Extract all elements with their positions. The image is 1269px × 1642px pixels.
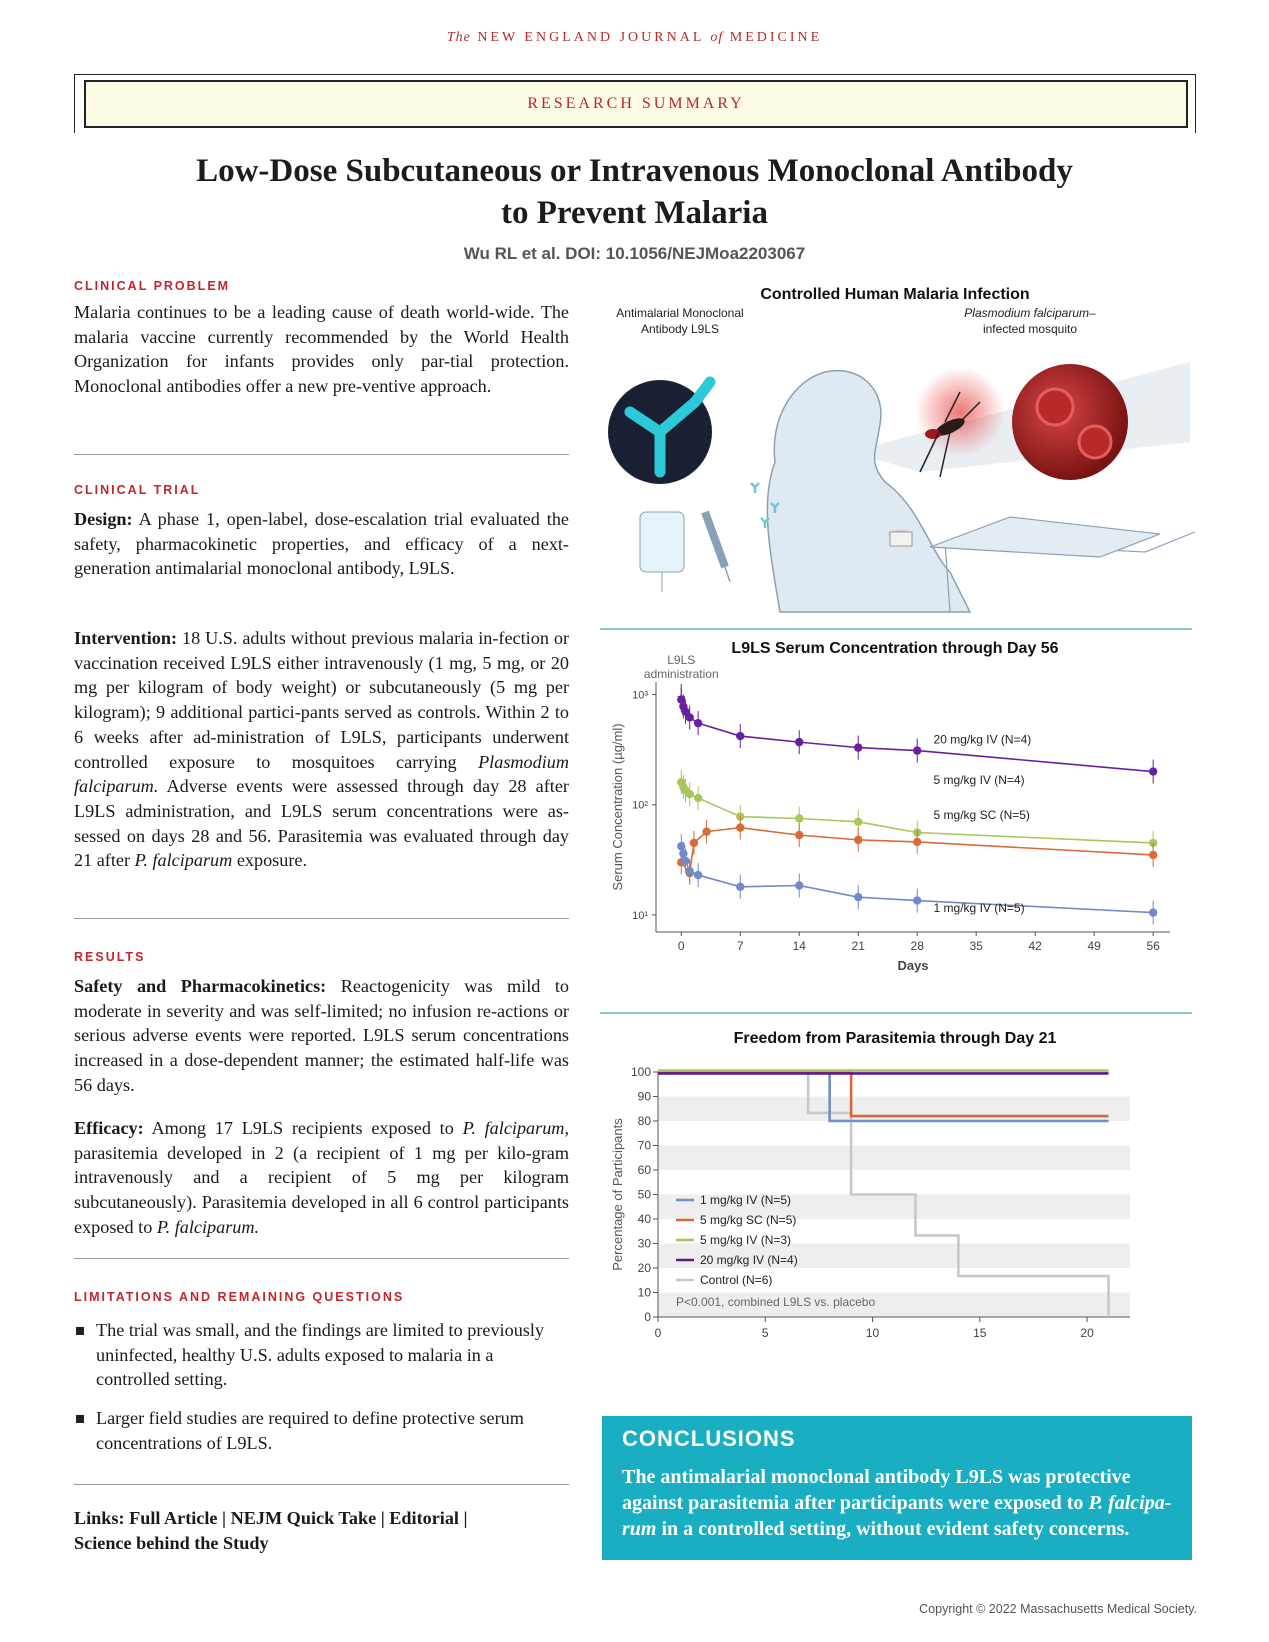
- annotation-l9ls: L9LS: [667, 653, 696, 667]
- y-tick-label: 20: [637, 1261, 651, 1275]
- y-tick-label: 10³: [632, 689, 648, 702]
- data-point: [1149, 908, 1157, 916]
- x-tick-label: 10: [865, 1326, 880, 1340]
- data-point: [913, 838, 921, 846]
- copyright: Copyright © 2022 Massachusetts Medical Society.: [919, 1602, 1197, 1616]
- safety-paragraph: Safety and Pharmacokinetics: Reactogenicity was mild to moderate in severity and was self-limited; no infusion re-actions or serious adverse events were reported. L9LS serum concentrations increased in a dose-dependent manner; the estimated half-life was 56 days.: [74, 976, 569, 1095]
- iv-bag-icon: [640, 512, 684, 592]
- data-point: [854, 818, 862, 826]
- conclusions-heading: CONCLUSIONS: [622, 1426, 796, 1451]
- science-behind-link[interactable]: Science behind the Study: [74, 1532, 269, 1553]
- divider: [600, 1012, 1192, 1014]
- x-axis-label: Days: [897, 958, 929, 973]
- illustration: [600, 306, 1190, 612]
- article-title: Low-Dose Subcutaneous or Intravenous Monoclonal Antibody to Prevent Malaria: [196, 153, 1073, 231]
- legend-label: 20 mg/kg IV (N=4): [700, 1253, 798, 1267]
- y-tick-label: 100: [630, 1065, 651, 1079]
- x-tick-label: 5: [761, 1326, 769, 1340]
- data-point: [854, 893, 862, 901]
- x-tick-label: 0: [654, 1326, 662, 1340]
- mosquito-label-1: Plasmodium falciparum–: [964, 306, 1096, 320]
- y-tick-label: 10: [637, 1285, 651, 1300]
- clinical-problem-heading: CLINICAL PROBLEM: [74, 279, 231, 293]
- syringe-icon: [705, 512, 730, 582]
- chart-parasitemia-title: Freedom from Parasitemia through Day 21: [733, 1030, 1057, 1047]
- y-tick-label: 10²: [632, 799, 648, 812]
- y-tick-label: 90: [637, 1089, 651, 1104]
- list-item: The trial was small, and the findings are limited to previously uninfected, healthy U.S. adults exposed to malaria in a controlled setting.: [74, 1318, 569, 1392]
- series-label: 20 mg/kg IV (N=4): [933, 732, 1032, 747]
- data-point: [736, 732, 744, 740]
- mosquito-label-2: infected mosquito: [982, 322, 1078, 336]
- grid-band: [658, 1146, 1130, 1171]
- divider: [74, 454, 569, 455]
- chart-serum-title: L9LS Serum Concentration through Day 56: [731, 640, 1059, 657]
- data-point: [854, 836, 862, 844]
- data-point: [795, 881, 803, 889]
- data-point: [795, 831, 803, 839]
- y-tick-label: 50: [637, 1187, 651, 1202]
- clinical-trial-heading: CLINICAL TRIAL: [74, 483, 201, 497]
- y-axis-label: Percentage of Participants: [610, 1118, 625, 1271]
- authors-doi: Wu RL et al. DOI: 10.1056/NEJMoa2203067: [463, 244, 806, 263]
- efficacy-paragraph: Efficacy: Among 17 L9LS recipients exposed to P. falciparum, parasitemia developed in 2 (a recipient of 1 mg per kilo-gram intravenously and a recipient of 5 mg per kilogram subcutaneously). Parasitemia developed in all 6 control participants exposed to P. falciparum.: [74, 1118, 569, 1237]
- data-point: [681, 857, 689, 865]
- conclusions-text: The antimalarial monoclonal antibody L9LS was protective against parasitemia after participants were exposed to P. falcipa-rum in a controlled setting, without evident safety concerns.: [622, 1466, 1172, 1540]
- annotation-administration: administration: [643, 667, 719, 681]
- data-point: [913, 896, 921, 904]
- x-tick-label: 15: [973, 1326, 987, 1340]
- legend-label: 5 mg/kg SC (N=5): [700, 1213, 797, 1227]
- antibody-label-1: Antimalarial Monoclonal: [616, 306, 744, 320]
- limitations-list: [74, 1318, 569, 1470]
- y-tick-label: 80: [637, 1114, 651, 1128]
- x-tick-label: 0: [677, 939, 685, 953]
- x-tick-label: 49: [1087, 939, 1101, 953]
- red-glow: [915, 367, 1005, 457]
- editorial-link[interactable]: Editorial: [389, 1508, 459, 1528]
- x-tick-label: 35: [969, 939, 983, 953]
- banner-research-summary: RESEARCH SUMMARY: [84, 80, 1188, 128]
- divider: [74, 1484, 569, 1485]
- quick-take-link[interactable]: NEJM Quick Take: [230, 1508, 377, 1528]
- y-tick-label: 30: [637, 1236, 651, 1251]
- chart-freedom-parasitemia: [600, 1052, 1192, 1404]
- blood-cells-circle: [1012, 364, 1128, 480]
- series-label: 1 mg/kg IV (N=5): [933, 901, 1025, 916]
- blood-cell: [1079, 426, 1111, 458]
- x-tick-label: 14: [792, 939, 806, 953]
- mosquito-cup: [890, 532, 912, 546]
- results-heading: RESULTS: [74, 950, 146, 964]
- data-point: [679, 849, 687, 857]
- full-article-link[interactable]: Full Article: [129, 1508, 218, 1528]
- data-point: [1149, 851, 1157, 859]
- y-axis-label: Serum Concentration (µg/ml): [610, 723, 625, 891]
- data-point: [694, 871, 702, 879]
- legend-label: Control (N=6): [700, 1273, 773, 1287]
- data-point: [677, 842, 685, 850]
- list-item: Larger field studies are required to define protective serum concentrations of L9LS.: [74, 1406, 569, 1455]
- data-point: [694, 719, 702, 727]
- data-point: [913, 746, 921, 754]
- data-point: [702, 827, 710, 835]
- chart-serum-concentration: [600, 653, 1192, 1012]
- data-point: [795, 814, 803, 822]
- data-point: [736, 883, 744, 891]
- data-point: [795, 738, 803, 746]
- antibody-label-2: Antibody L9LS: [640, 322, 720, 336]
- x-tick-label: 21: [851, 939, 865, 953]
- x-tick-label: 28: [910, 939, 924, 953]
- links-block: Links: Full Article | NEJM Quick Take | Editorial | Science behind the Study: [74, 1508, 468, 1553]
- illustration-title: Controlled Human Malaria Infection: [760, 286, 1030, 303]
- legend-label: 5 mg/kg IV (N=3): [700, 1233, 792, 1247]
- y-tick-label: 40: [637, 1212, 651, 1226]
- journal-name: The NEW ENGLAND JOURNAL of MEDICINE: [446, 30, 823, 45]
- legend-label: 1 mg/kg IV (N=5): [700, 1193, 792, 1207]
- data-point: [694, 794, 702, 802]
- x-tick-label: 42: [1028, 939, 1042, 953]
- y-tick-label: 0: [644, 1310, 651, 1324]
- divider: [600, 628, 1192, 630]
- data-point: [1149, 767, 1157, 775]
- data-point: [854, 743, 862, 751]
- y-tick-label: 70: [637, 1138, 651, 1153]
- p-value-note: P<0.001, combined L9LS vs. placebo: [676, 1295, 876, 1309]
- divider: [74, 918, 569, 919]
- divider: [74, 1258, 569, 1259]
- data-point: [690, 839, 698, 847]
- y-tick-label: 60: [637, 1163, 651, 1177]
- design-paragraph: Design: A phase 1, open-label, dose-escalation trial evaluated the safety, pharmacokinetic properties, and efficacy of a next-generation antimalarial monoclonal antibody, L9LS.: [74, 509, 569, 579]
- data-point: [736, 823, 744, 831]
- data-point: [686, 713, 694, 721]
- x-tick-label: 56: [1146, 939, 1160, 953]
- data-point: [686, 790, 694, 798]
- clinical-problem-text: Malaria continues to be a leading cause of death world-wide. The malaria vaccine currently recommended by the World Health Organization for infants provides only par-tial protection. Monoclonal antibodies offer a new pre-ventive approach.: [74, 302, 569, 397]
- series-label: 5 mg/kg IV (N=4): [933, 772, 1025, 787]
- y-tick-label: 10¹: [632, 909, 648, 922]
- x-tick-label: 7: [736, 939, 744, 953]
- series-label: 5 mg/kg SC (N=5): [933, 808, 1030, 823]
- blood-cell: [1037, 389, 1073, 425]
- limitations-heading: LIMITATIONS AND REMAINING QUESTIONS: [74, 1290, 405, 1304]
- data-point: [686, 867, 694, 875]
- x-tick-label: 20: [1080, 1326, 1094, 1340]
- intervention-paragraph: Intervention: 18 U.S. adults without previous malaria in-fection or vaccination received L9LS either intravenously (1 mg, 5 mg, or 20 mg per kilogram of body weight) or subcutaneously (5 mg per kilogram); 9 additional partici-pants served as controls. Within 2 to 6 weeks after ad-ministration of L9LS, participants underwent controlled exposure to mosquitoes carrying Plasmodium falciparum. Adverse events were assessed through day 28 after L9LS administration, and L9LS serum concentrations were as-sessed on days 28 and 56. Parasitemia was evaluated through day 21 after P. falciparum exposure.: [74, 628, 569, 871]
